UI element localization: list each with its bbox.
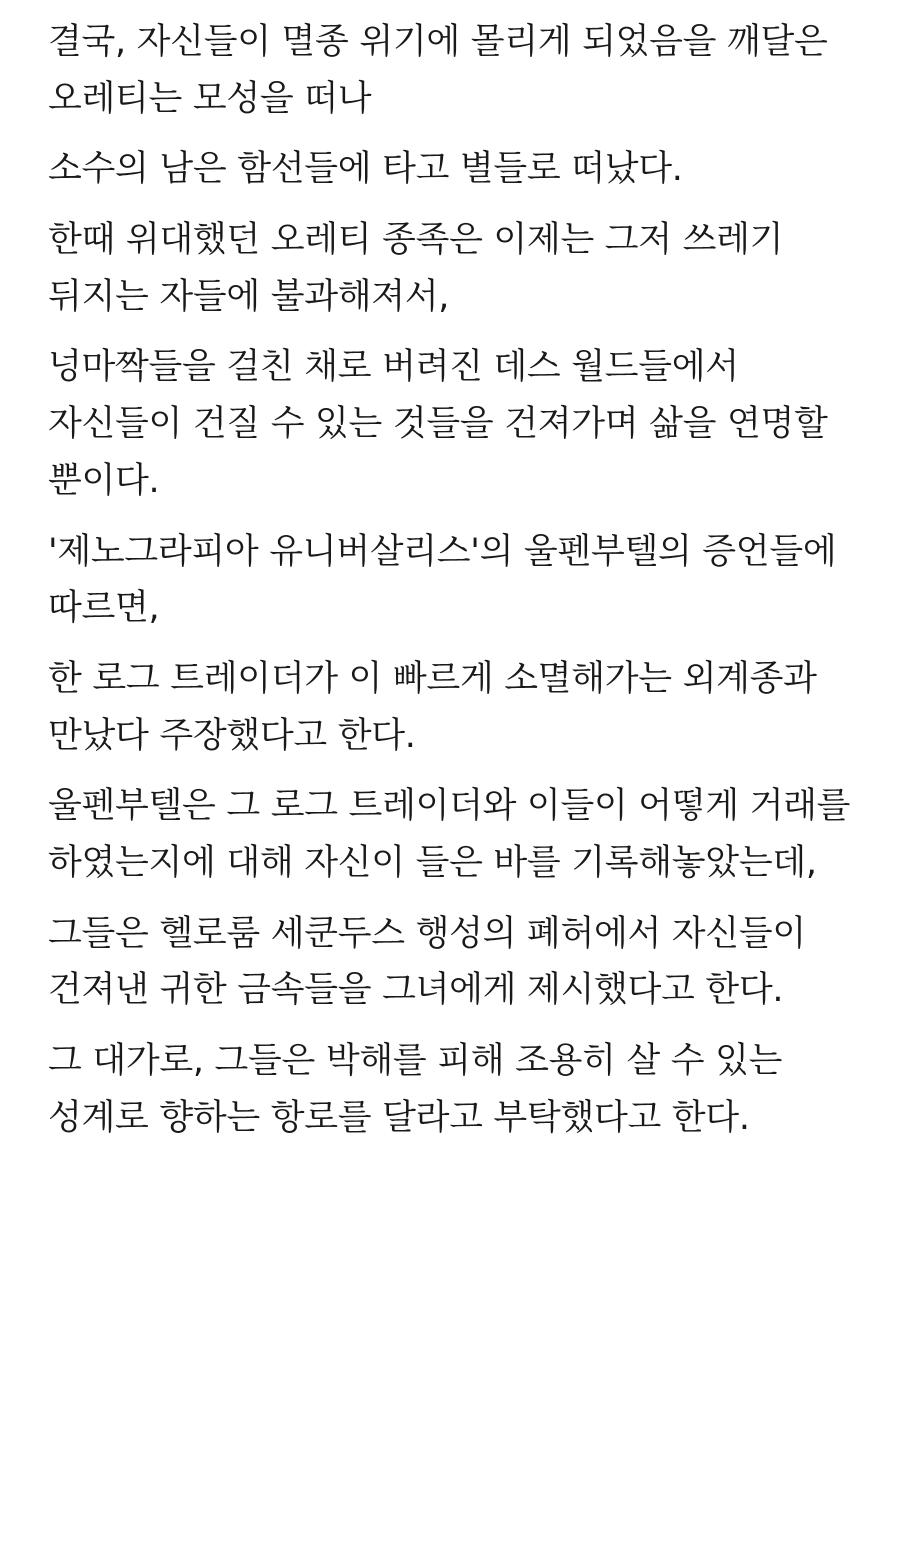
paragraph: 결국, 자신들이 멸종 위기에 몰리게 되었음을 깨달은 오레티는 모성을 떠나 [48, 22, 828, 119]
paragraph: '제노그라피아 유니버살리스'의 울펜부텔의 증언들에 따르면, [48, 531, 837, 629]
paragraph: 넝마짝들을 걸친 채로 버려진 데스 월드들에서 자신들이 건질 수 있는 것들을 건져가며 삶을 연명할 뿐이다. [48, 347, 828, 501]
paragraph: 소수의 남은 함선들에 타고 별들로 떠났다. [48, 149, 683, 190]
paragraph: 한 로그 트레이더가 이 빠르게 소멸해가는 외계종과 만났다 주장했다고 한다. [48, 658, 817, 756]
paragraph: 그 대가로, 그들은 박해를 피해 조용히 살 수 있는 성계로 향하는 항로를 달라고 부탁했다고 한다. [48, 1041, 783, 1138]
paragraph: 그들은 헬로룸 세쿤두스 행성의 폐허에서 자신들이 건져낸 귀한 금속들을 그녀에게 제시했다고 한다. [48, 913, 806, 1011]
paragraph: 울펜부텔은 그 로그 트레이더와 이들이 어떻게 거래를 하였는지에 대해 자신이 들은 바를 기록해놓았는데, [48, 786, 851, 883]
paragraph: 한때 위대했던 오레티 종족은 이제는 그저 쓰레기 뒤지는 자들에 불과해져서, [48, 220, 784, 317]
